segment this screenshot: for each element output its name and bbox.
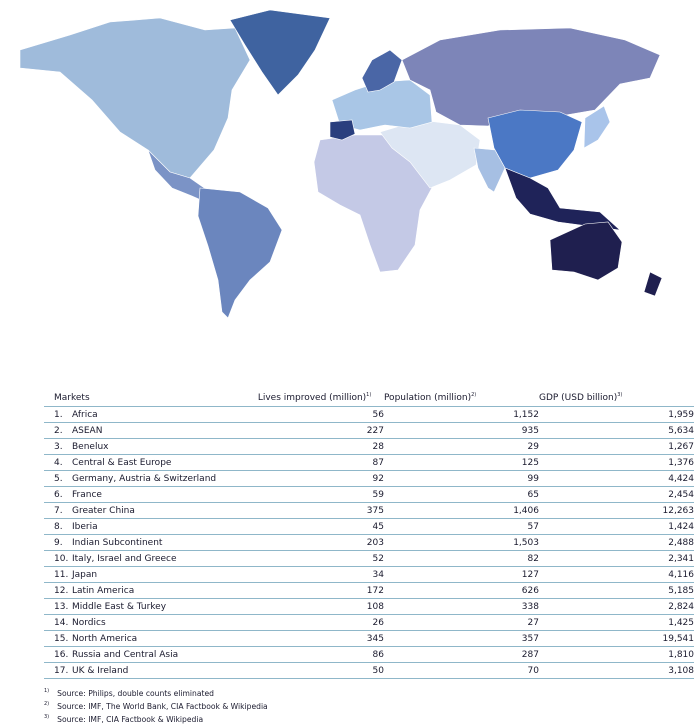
footnote: $^{3)}$ Source: IMF, CIA Factbook & Wikipedia [44, 714, 204, 724]
lives-cell: 52 [258, 551, 384, 567]
population-cell: 935 [384, 423, 539, 439]
gdp-cell: 1,424 [539, 519, 694, 535]
footnotes [44, 686, 268, 725]
lives-cell: 87 [258, 455, 384, 471]
lives-cell: 34 [258, 567, 384, 583]
market-cell: 9. Indian Subcontinent [44, 535, 258, 551]
lives-cell: 59 [258, 487, 384, 503]
population-cell: 357 [384, 631, 539, 647]
table-row [44, 551, 694, 567]
lives-cell: 45 [258, 519, 384, 535]
table-header-row [44, 389, 694, 407]
lives-cell: 227 [258, 423, 384, 439]
population-cell: 127 [384, 567, 539, 583]
population-cell: 1,152 [384, 407, 539, 423]
lives-cell: 203 [258, 535, 384, 551]
lives-cell: 375 [258, 503, 384, 519]
table-row [44, 647, 694, 663]
lives-cell: 50 [258, 663, 384, 679]
region-japan [584, 106, 610, 148]
lives-header: Lives improved (million)$^{1)}$ [258, 389, 384, 407]
table-row [44, 631, 694, 647]
gdp-cell: 5,185 [539, 583, 694, 599]
gdp-cell: 4,116 [539, 567, 694, 583]
table-row [44, 471, 694, 487]
population-cell: 99 [384, 471, 539, 487]
gdp-cell: 4,424 [539, 471, 694, 487]
gdp-cell: 1,267 [539, 439, 694, 455]
market-cell: 13. Middle East & Turkey [44, 599, 258, 615]
markets-header: Markets [44, 389, 258, 407]
market-cell: 5. Germany, Austria & Switzerland [44, 471, 258, 487]
population-cell: 626 [384, 583, 539, 599]
gdp-cell: 19,541 [539, 631, 694, 647]
market-cell: 2. ASEAN [44, 423, 258, 439]
table-row [44, 439, 694, 455]
table-row [44, 455, 694, 471]
market-cell: 15. North America [44, 631, 258, 647]
gdp-cell: 1,425 [539, 615, 694, 631]
market-cell: 10. Italy, Israel and Greece [44, 551, 258, 567]
market-cell: 7. Greater China [44, 503, 258, 519]
table-row [44, 567, 694, 583]
population-cell: 338 [384, 599, 539, 615]
market-cell: 14. Nordics [44, 615, 258, 631]
lives-cell: 28 [258, 439, 384, 455]
table-row [44, 519, 694, 535]
table-row [44, 583, 694, 599]
market-cell: 12. Latin America [44, 583, 258, 599]
market-cell: 11. Japan [44, 567, 258, 583]
market-cell: 6. France [44, 487, 258, 503]
gdp-cell: 1,959 [539, 407, 694, 423]
population-header: Population (million)$^{2)}$ [384, 389, 539, 407]
population-cell: 29 [384, 439, 539, 455]
gdp-cell: 2,824 [539, 599, 694, 615]
table-row [44, 407, 694, 423]
market-cell: 16. Russia and Central Asia [44, 647, 258, 663]
table-row [44, 535, 694, 551]
market-cell: 17. UK & Ireland [44, 663, 258, 679]
market-cell: 3. Benelux [44, 439, 258, 455]
region-australia [550, 222, 622, 280]
region-asean [505, 168, 620, 230]
table-row [44, 599, 694, 615]
population-cell: 287 [384, 647, 539, 663]
gdp-cell: 3,108 [539, 663, 694, 679]
gdp-cell: 5,634 [539, 423, 694, 439]
population-cell: 82 [384, 551, 539, 567]
population-cell: 125 [384, 455, 539, 471]
table-row [44, 503, 694, 519]
footnote: $^{1)}$ Source: Philips, double counts eliminated [44, 688, 214, 698]
gdp-cell: 2,454 [539, 487, 694, 503]
lives-cell: 108 [258, 599, 384, 615]
region-north-america [20, 18, 250, 178]
gdp-cell: 12,263 [539, 503, 694, 519]
markets-table [44, 389, 694, 679]
lives-cell: 345 [258, 631, 384, 647]
population-cell: 1,503 [384, 535, 539, 551]
market-cell: 8. Iberia [44, 519, 258, 535]
table-row [44, 487, 694, 503]
table-row [44, 615, 694, 631]
gdp-cell: 1,810 [539, 647, 694, 663]
lives-cell: 172 [258, 583, 384, 599]
gdp-cell: 2,341 [539, 551, 694, 567]
gdp-cell: 1,376 [539, 455, 694, 471]
population-cell: 65 [384, 487, 539, 503]
lives-cell: 86 [258, 647, 384, 663]
population-cell: 57 [384, 519, 539, 535]
gdp-cell: 2,488 [539, 535, 694, 551]
lives-cell: 26 [258, 615, 384, 631]
population-cell: 70 [384, 663, 539, 679]
region-latin-america [198, 188, 282, 318]
table-row [44, 423, 694, 439]
footnote: $^{2)}$ Source: IMF, The World Bank, CIA Factbook & Wikipedia [44, 701, 268, 711]
market-cell: 4. Central & East Europe [44, 455, 258, 471]
lives-cell: 56 [258, 407, 384, 423]
market-cell: 1. Africa [44, 407, 258, 423]
lives-cell: 92 [258, 471, 384, 487]
gdp-header: GDP (USD billion)$^{3)}$ [539, 389, 694, 407]
world-map [0, 0, 700, 330]
table-row [44, 663, 694, 679]
population-cell: 1,406 [384, 503, 539, 519]
population-cell: 27 [384, 615, 539, 631]
region-new-zealand [644, 272, 662, 296]
